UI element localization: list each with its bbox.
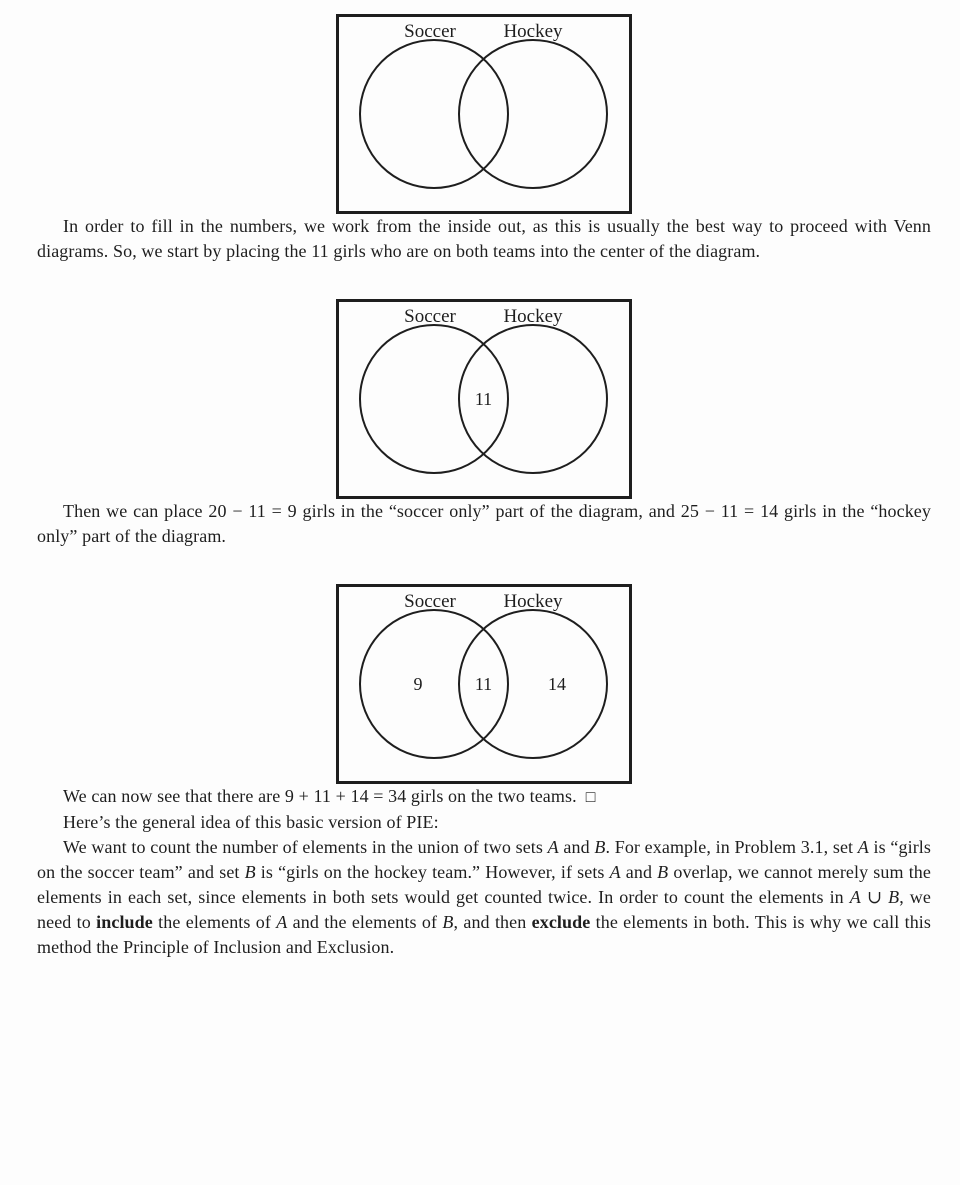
paragraph-pie-intro: Here’s the general idea of this basic version of PIE: [63,812,439,832]
hockey-label: Hockey [503,306,563,327]
paragraph-place-9-and-14: Then we can place 20 − 11 = 9 girls in the “soccer only” part of the diagram, and 25 − 11 = 14 girls in the “hockey only” part of the diagram. [37,501,931,546]
soccer-label: Soccer [404,21,456,42]
intersection-value: 11 [474,674,493,694]
hockey-circle [459,40,607,188]
hockey-label: Hockey [503,21,563,42]
hockey-label: Hockey [503,591,563,612]
soccer-label: Soccer [404,591,456,612]
diagram-border [338,16,631,213]
venn-diagram-2 [336,299,632,499]
venn-diagram-3 [336,584,632,784]
total-34-text: We can now see that there are 9 + 11 + 14 = 34 girls on the two teams. [63,786,577,806]
soccer-label: Soccer [404,306,456,327]
qed-symbol: □ [585,789,596,806]
paragraph-fill-inside-out: In order to fill in the numbers, we work from the inside out, as this is usually the best way to proceed with Venn diagrams. So, we start by placing the 11 girls who are on both teams into the center of the diagram. [37,216,931,261]
venn-diagram-1-svg [336,14,632,214]
intersection-value: 11 [474,389,493,409]
venn-diagram-2-svg [336,299,632,499]
soccer-only-value: 9 [413,674,423,694]
venn-diagram-1 [336,14,632,214]
hockey-only-value: 14 [548,674,566,694]
paragraph-pie-explanation: We want to count the number of elements in the union of two sets A and B. For example, in Problem 3.1, set A is “girls on the soccer team” and set B is “girls on the hockey team.” However, if sets A and B overlap, we cannot merely sum the elements in each set, since elements in both sets would get counted twice. In order to count the elements in A ∪ B, we need to include the elements of A and the elements of B, and then exclude the elements in both. This is why we call this method the Principle of Inclusion and Exclusion. [37,837,932,957]
soccer-circle [360,40,508,188]
venn-diagram-3-svg [336,584,632,784]
textbook-page [0,14,960,1185]
paragraph-total-34 [37,784,931,810]
